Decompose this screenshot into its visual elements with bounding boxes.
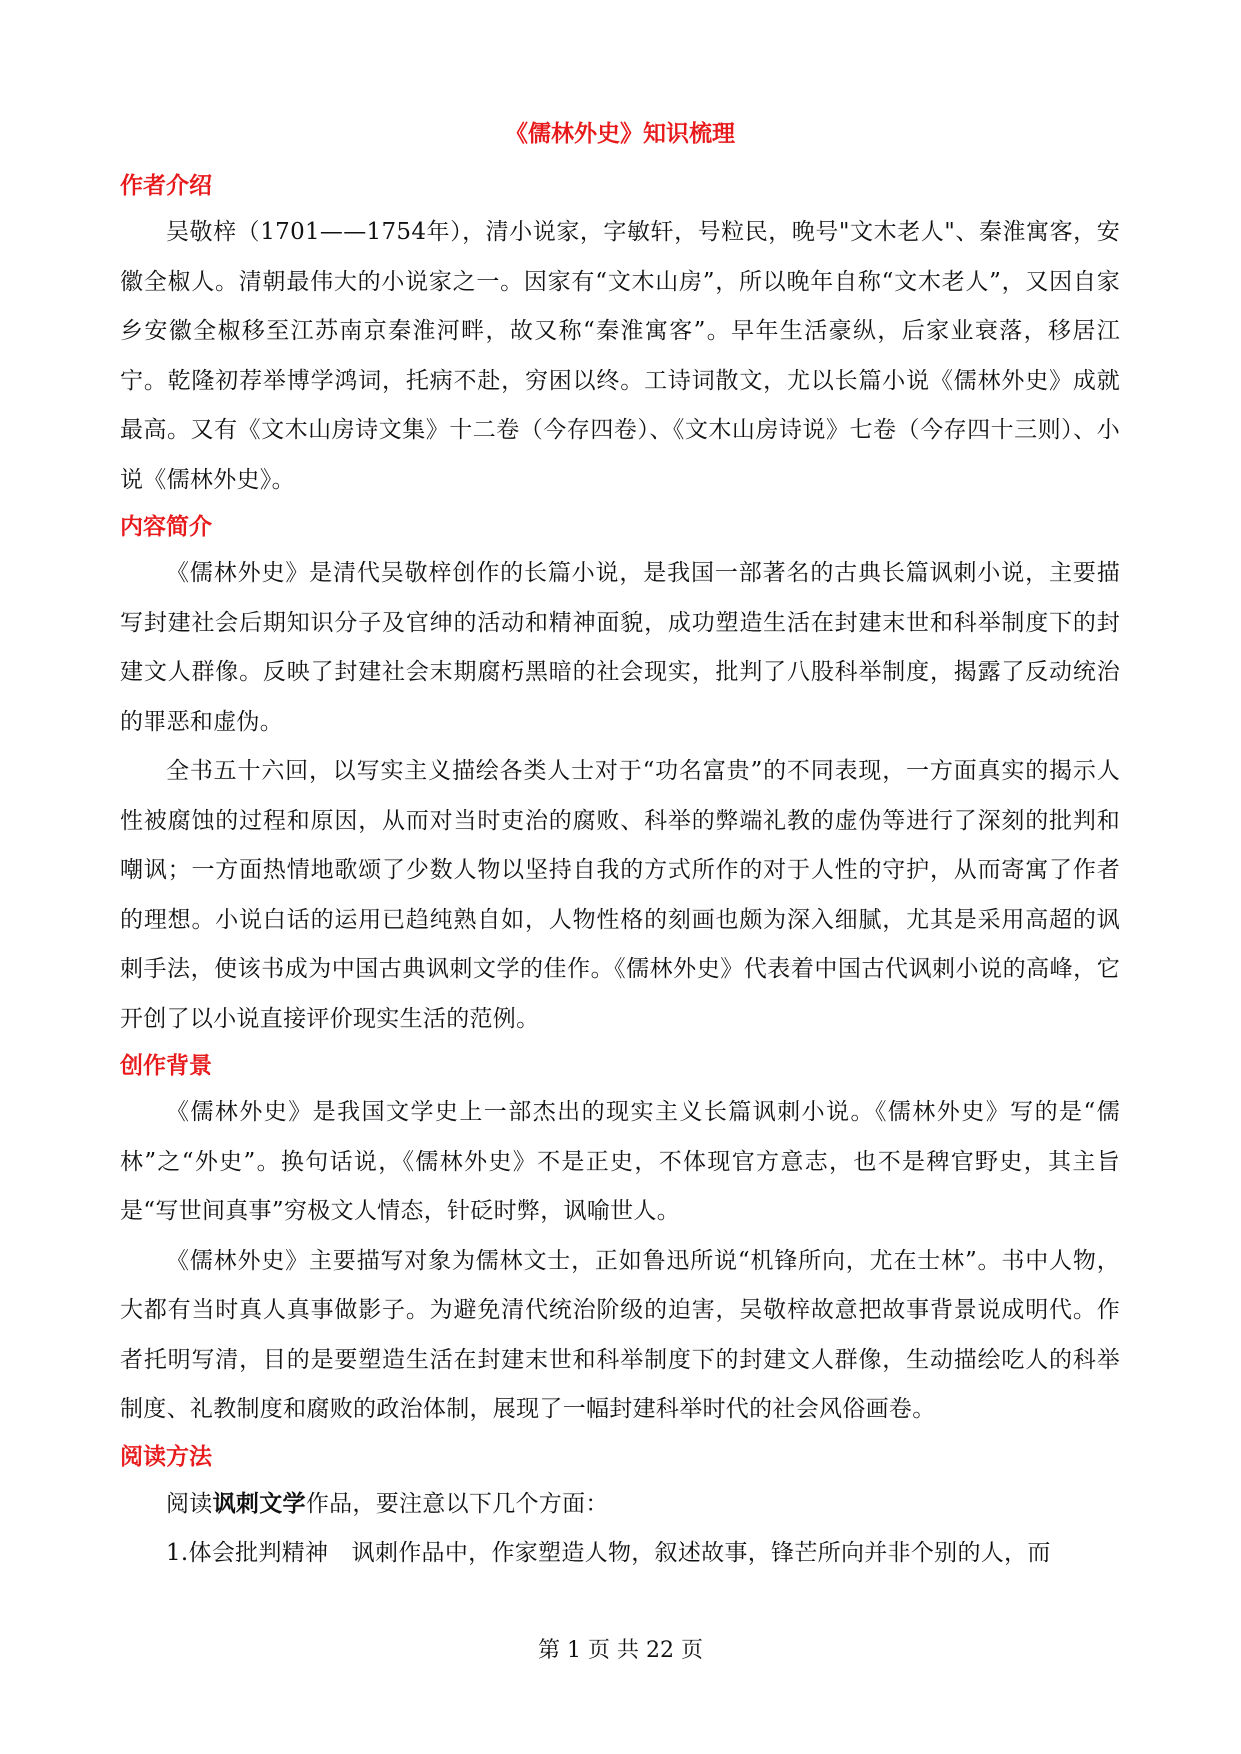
section-background xyxy=(120,1044,1120,1435)
reading-intro-suffix: 作品，要注意以下几个方面： xyxy=(305,1490,609,1517)
paragraph-reading-point-1: 1.体会批判精神 讽刺作品中，作家塑造人物，叙述故事，锋芒所向并非个别的人，而 xyxy=(166,1540,1051,1566)
section-heading-reading-method: 阅读方法 xyxy=(120,1442,212,1470)
section-heading-summary: 内容简介 xyxy=(120,513,212,540)
section-heading-author: 作者介绍 xyxy=(120,172,212,199)
reading-intro-bold-term: 讽刺文学 xyxy=(212,1489,306,1517)
section-author xyxy=(120,164,1120,505)
section-reading-method xyxy=(120,1435,1120,1579)
section-heading-background: 创作背景 xyxy=(120,1052,212,1079)
paragraph-author-intro: 吴敬梓（1701——1754年），清小说家，字敏轩，号粒民，晚号"文木老人"、秦淮寓客，安徽全椒人。清朝最伟大的小说家之一。因家有“文木山房”，所以晚年自称“文木老人”，又因自家乡安徽全椒移至江苏南京秦淮河畔，故又称“秦淮寓客”。早年生活豪纵，后家业衰落，移居江宁。乾隆初荐举博学鸿词，托病不赴，穷困以终。工诗词散文，尤以长篇小说《儒林外史》成就最高。又有《文木山房诗文集》十二卷（今存四卷）、《文木山房诗说》七卷（今存四十三则）、小说《儒林外史》。 xyxy=(120,219,1120,493)
section-summary xyxy=(120,505,1120,1044)
page-footer: 第 1 页 共 22 页 xyxy=(538,1638,703,1663)
document-page xyxy=(120,112,1120,1579)
paragraph-reading-intro xyxy=(120,1479,1120,1530)
paragraph-summary-1: 《儒林外史》是清代吴敬梓创作的长篇小说，是我国一部著名的古典长篇讽刺小说，主要描写封建社会后期知识分子及官绅的活动和精神面貌，成功塑造生活在封建末世和科举制度下的封建文人群像。反映了封建社会末期腐朽黑暗的社会现实，批判了八股科举制度，揭露了反动统治的罪恶和虚伪。 xyxy=(120,560,1120,735)
document-title: 《儒林外史》知识梳理 xyxy=(505,120,735,147)
paragraph-background-1: 《儒林外史》是我国文学史上一部杰出的现实主义长篇讽刺小说。《儒林外史》写的是“儒林”之“外史”。换句话说，《儒林外史》不是正史，不体现官方意志，也不是稗官野史，其主旨是“写世间真事”穷极文人情态，针砭时弊，讽喻世人。 xyxy=(120,1099,1120,1224)
paragraph-summary-2: 全书五十六回，以写实主义描绘各类人士对于“功名富贵”的不同表现，一方面真实的揭示人性被腐蚀的过程和原因，从而对当时吏治的腐败、科举的弊端礼教的虚伪等进行了深刻的批判和嘲讽；一方面热情地歌颂了少数人物以坚持自我的方式所作的对于人性的守护，从而寄寓了作者的理想。小说白话的运用已趋纯熟自如，人物性格的刻画也颇为深入细腻，尤其是采用高超的讽刺手法，使该书成为中国古典讽刺文学的佳作。《儒林外史》代表着中国古代讽刺小说的高峰，它开创了以小说直接评价现实生活的范例。 xyxy=(120,758,1120,1032)
paragraph-background-2: 《儒林外史》主要描写对象为儒林文士，正如鲁迅所说“机锋所向，尤在士林”。书中人物，大都有当时真人真事做影子。为避免清代统治阶级的迫害，吴敬梓故意把故事背景说成明代。作者托明写清，目的是要塑造生活在封建末世和科举制度下的封建文人群像，生动描绘吃人的科举制度、礼教制度和腐败的政治体制，展现了一幅封建科举时代的社会风俗画卷。 xyxy=(120,1247,1120,1422)
reading-intro-prefix: 阅读 xyxy=(166,1490,213,1517)
